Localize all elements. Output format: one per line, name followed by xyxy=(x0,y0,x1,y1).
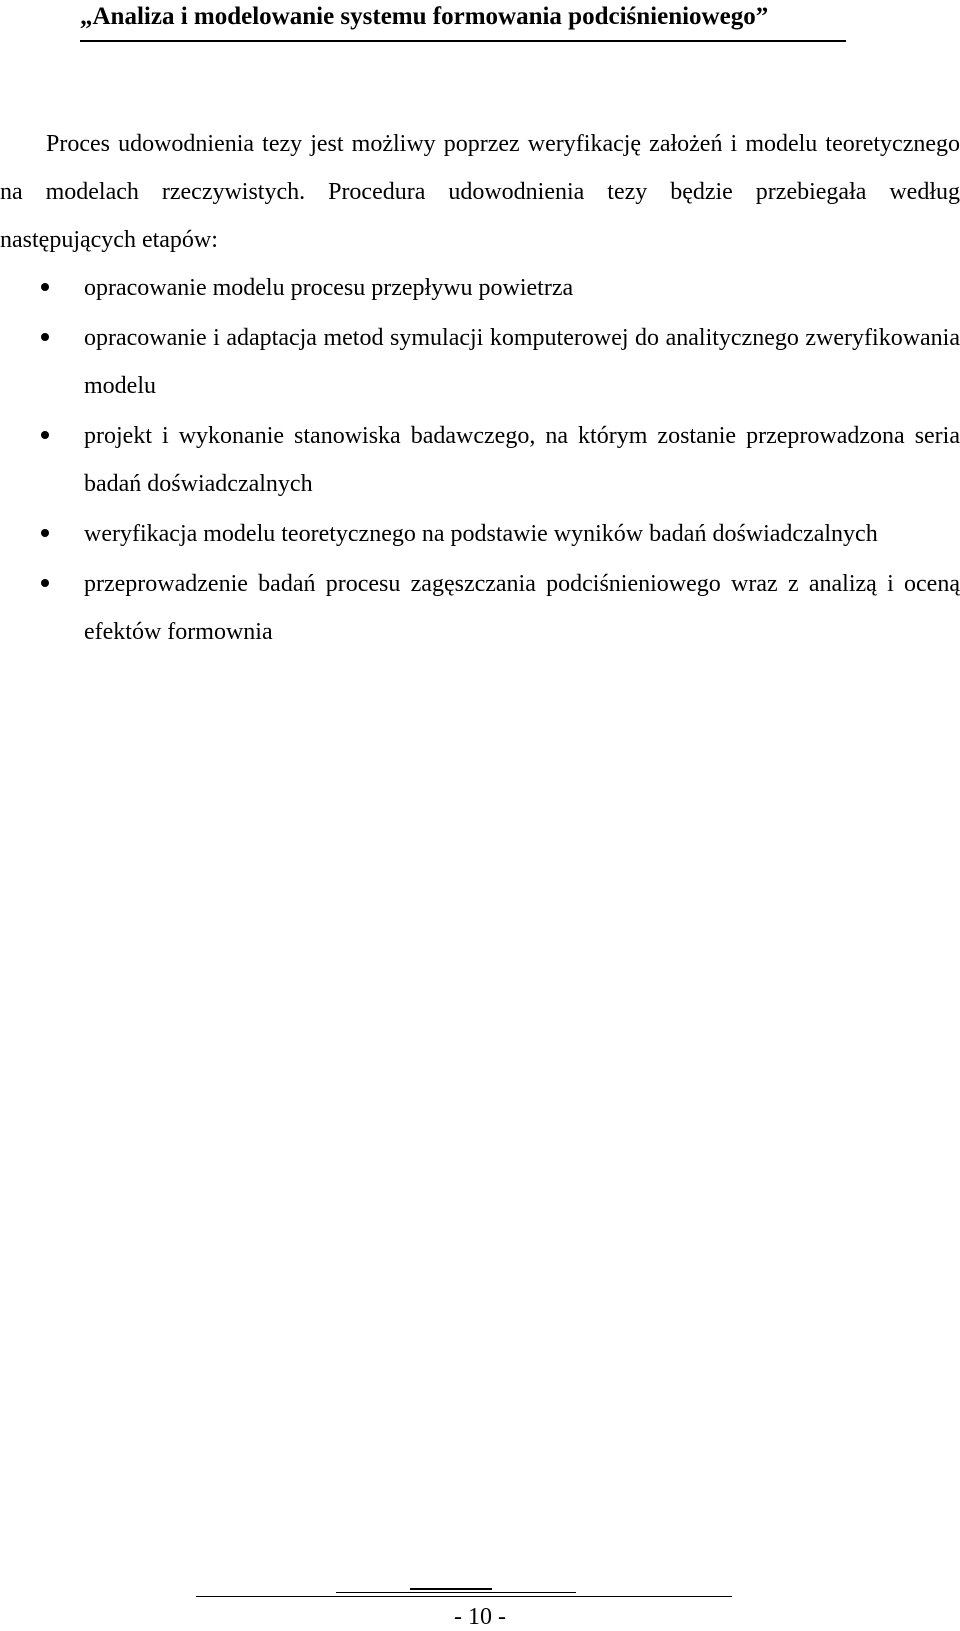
list-item xyxy=(0,264,960,312)
bullet-icon xyxy=(41,579,49,587)
footer-rule xyxy=(196,1596,732,1597)
bullet-icon xyxy=(41,431,49,439)
footer-divider xyxy=(196,1588,732,1598)
list-item-text: przeprowadzenie badań procesu zagęszczania podciśnieniowego wraz z analizą i oceną efektów formownia xyxy=(84,571,960,645)
header-title: „Analiza i modelowanie systemu formowania podciśnieniowego” xyxy=(80,3,769,30)
list-item xyxy=(0,510,960,558)
page-number: - 10 - xyxy=(454,1604,506,1630)
bullet-icon xyxy=(41,333,49,341)
list-item-text: weryfikacja modelu teoretycznego na podstawie wyników badań doświadczalnych xyxy=(84,521,878,547)
list-item-text: opracowanie modelu procesu przepływu powietrza xyxy=(84,275,574,301)
intro-paragraph: Proces udowodnienia tezy jest możliwy poprzez weryfikację założeń i modelu teoretycznego na modelach rzeczywistych. Procedura udowodnienia tezy będzie przebiegała według następujących etapów: xyxy=(0,131,960,253)
document-body xyxy=(0,120,960,658)
bullet-icon xyxy=(41,283,49,291)
list-item-text: opracowanie i adaptacja metod symulacji komputerowej do analitycznego zweryfikowania modelu xyxy=(84,325,960,399)
running-header xyxy=(80,0,846,42)
footer-rule xyxy=(336,1592,576,1593)
list-item xyxy=(0,314,960,410)
stages-list xyxy=(0,264,960,656)
list-item xyxy=(0,412,960,508)
list-item-text: projekt i wykonanie stanowiska badawczego, na którym zostanie przeprowadzona seria badań doświadczalnych xyxy=(84,423,960,497)
bullet-icon xyxy=(41,529,49,537)
list-item xyxy=(0,560,960,656)
footer-rule xyxy=(410,1588,492,1590)
